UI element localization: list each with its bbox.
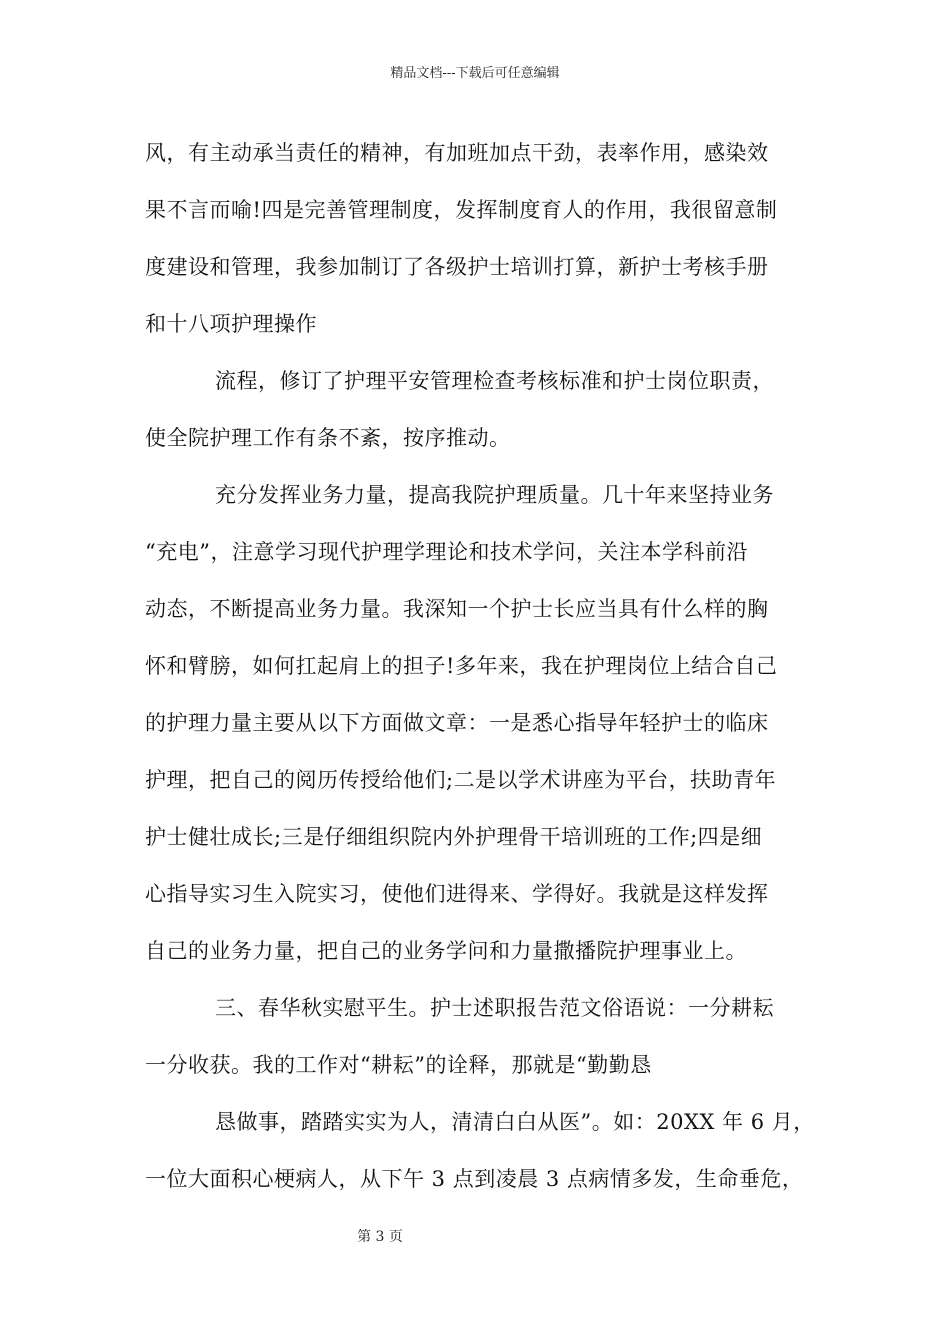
paragraph-start-line: 恳做事，踏踏实实为人，清清白白从医”。如：20XX 年 6 月， [215,1110,815,1134]
body-line: 怀和臂膀，如何扛起肩上的担子!多年来，我在护理岗位上结合自己 [145,654,778,678]
paragraph-start-line: 三、春华秋实慰平生。护士述职报告范文俗语说：一分耕耘 [215,996,774,1020]
body-line: 护理，把自己的阅历传授给他们;二是以学术讲座为平台，扶助青年 [145,768,777,792]
body-line: 风，有主动承当责任的精神，有加班加点干劲，表率作用，感染效 [145,141,769,165]
body-line: 使全院护理工作有条不紊，按序推动。 [145,426,511,450]
body-line: 动态，不断提高业务力量。我深知一个护士长应当具有什么样的胸 [145,597,769,621]
body-line: 护士健壮成长;三是仔细组织院内外护理骨干培训班的工作;四是细 [145,825,763,849]
body-line: 心指导实习生入院实习，使他们进得来、学得好。我就是这样发挥 [145,882,769,906]
body-line: 和十八项护理操作 [145,312,317,336]
body-line: 一位大面积心梗病人，从下午 3 点到凌晨 3 点病情多发，生命垂危， [145,1167,804,1191]
body-line: 自己的业务力量，把自己的业务学问和力量撒播院护理事业上。 [145,939,747,963]
body-line: 的护理力量主要从以下方面做文章：一是悉心指导年轻护士的临床 [145,711,769,735]
page-header: 精品文档---下载后可任意编辑 [390,66,560,81]
paragraph-start-line: 充分发挥业务力量，提高我院护理质量。几十年来坚持业务 [215,483,774,507]
body-line: 度建设和管理，我参加制订了各级护士培训打算，新护士考核手册 [145,255,769,279]
document-body [145,136,825,1219]
body-line: 一分收获。我的工作对“耕耘”的诠释，那就是“勤勤恳 [145,1053,652,1077]
body-line: 果不言而喻!四是完善管理制度，发挥制度育人的作用，我很留意制 [145,198,778,222]
body-line: “充电”，注意学习现代护理学理论和技术学问，关注本学科前沿 [145,540,748,564]
page-number: 第 3 页 [357,1229,403,1245]
paragraph-start-line: 流程，修订了护理平安管理检查考核标准和护士岗位职责， [215,369,774,393]
